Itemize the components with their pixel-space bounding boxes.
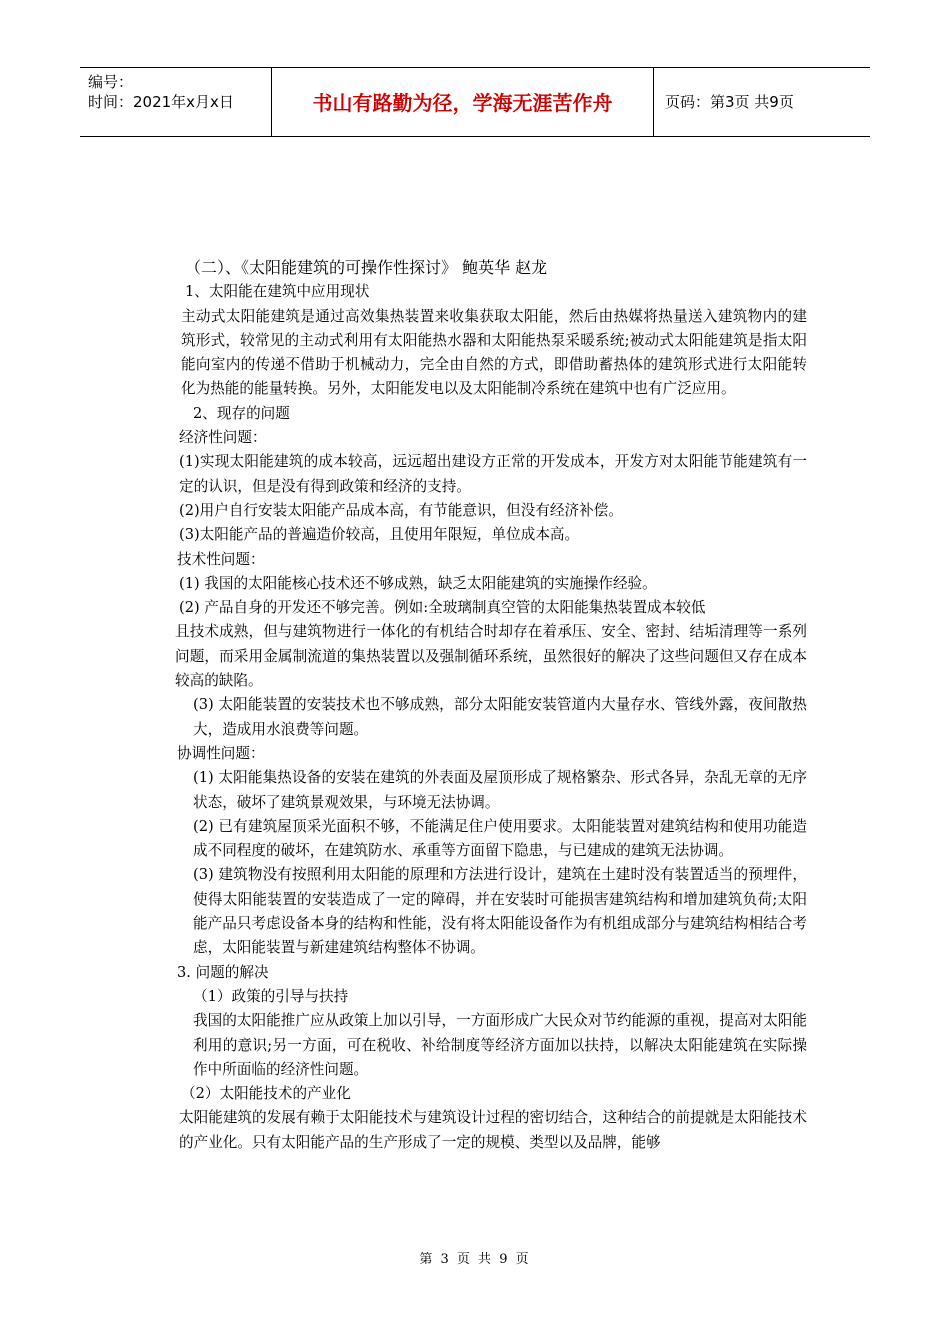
- paragraph: 我国的太阳能推广应从政策上加以引导，一方面形成广大民众对节约能源的重视，提高对太阳能利用的意识;另一方面，可在税收、补给制度等经济方面加以扶持，以解决太阳能建筑在实际操作中所面临的经济性问题。: [193, 1012, 807, 1078]
- paragraph: 主动式太阳能建筑是通过高效集热装置来收集获取太阳能，然后由热媒将热量送入建筑物内的建筑形式，较常见的主动式利用有太阳能热水器和太阳能热泵采暖系统;被动式太阳能建筑是指太阳能向室内的传递不借助于机械动力，完全由自然的方式，即借助蓄热体的建筑形式进行太阳能转化为热能的能量转换。另外，太阳能发电以及太阳能制冷系统在建筑中也有广泛应用。: [181, 307, 807, 398]
- header-motto: 书山有路勤为径，学海无涯苦作舟: [312, 91, 613, 115]
- list-item: (2)用户自行安装太阳能产品成本高，有节能意识，但没有经济补偿。: [179, 501, 623, 519]
- header-meta: [88, 72, 234, 112]
- list-item: (2) 产品自身的开发还不够完善。例如:全玻璃制真空管的太阳能集热装置成本较低: [179, 599, 706, 617]
- list-item: (2) 已有建筑屋顶采光面积不够，不能满足住户使用要求。太阳能装置对建筑结构和使用功能造成不同程度的破坏，在建筑防水、承重等方面留下隐患，与已建成的建筑无法协调。: [193, 817, 807, 860]
- paragraph: 太阳能建筑的发展有赖于太阳能技术与建筑设计过程的密切结合，这种结合的前提就是太阳能技术的产业化。只有太阳能产品的生产形成了一定的规模、类型以及品牌，能够: [179, 1109, 807, 1151]
- list-item: (3)太阳能产品的普遍造价较高，且使用年限短，单位成本高。: [179, 526, 580, 544]
- page-footer: 第 3 页 共 9 页: [419, 1252, 531, 1267]
- header-page-number: 页码：第3页 共9页: [665, 93, 794, 111]
- section-heading: 3. 问题的解决: [177, 963, 269, 981]
- page-header: [80, 67, 870, 137]
- subsection-heading: （2）太阳能技术的产业化: [181, 1085, 351, 1103]
- list-item: (1)实现太阳能建筑的成本较高，远远超出建设方正常的开发成本，开发方对太阳能节能建筑有一定的认识，但是没有得到政策和经济的支持。: [179, 453, 807, 495]
- subsection-heading: 经济性问题：: [179, 429, 267, 447]
- list-item: (1) 我国的太阳能核心技术还不够成熟，缺乏太阳能建筑的实施操作经验。: [179, 574, 657, 592]
- list-item: (3) 太阳能装置的安装技术也不够成熟，部分太阳能安装管道内大量存水、管线外露，夜间散热大，造成用水浪费等问题。: [193, 696, 807, 738]
- subsection-heading: 协调性问题：: [177, 744, 265, 762]
- header-divider: [653, 68, 654, 136]
- subsection-heading: （1）政策的引导与扶持: [193, 987, 349, 1005]
- header-code: 编号：: [88, 73, 134, 91]
- header-date: 时间：2021年x月x日: [88, 93, 234, 111]
- paragraph: 且技术成熟，但与建筑物进行一体化的有机结合时却存在着承压、安全、密封、结垢清理等一系列问题，而采用金属制流道的集热装置以及强制循环系统，虽然很好的解决了这些问题但又存在成本较高的缺陷。: [175, 623, 807, 690]
- list-item: (3) 建筑物没有按照利用太阳能的原理和方法进行设计，建筑在土建时没有装置适当的预埋件，使得太阳能装置的安装造成了一定的障碍，并在安装时可能损害建筑结构和增加建筑负荷;太阳能产品只考虑设备本身的结构和性能，没有将太阳能设备作为有机组成部分与建筑结构相结合考虑，太阳能装置与新建建筑结构整体不协调。: [193, 866, 807, 957]
- subsection-heading: 技术性问题：: [177, 550, 265, 568]
- document-body: [143, 256, 807, 1155]
- list-item: (1) 太阳能集热设备的安装在建筑的外表面及屋顶形成了规格繁杂、形式各异，杂乱无章的无序状态，破坏了建筑景观效果，与环境无法协调。: [193, 769, 807, 811]
- section-title: （二）、《太阳能建筑的可操作性探讨》 鲍英华 赵龙: [185, 258, 548, 277]
- section-heading: 2、现存的问题: [193, 404, 290, 422]
- section-heading: 1、太阳能在建筑中应用现状: [185, 283, 370, 301]
